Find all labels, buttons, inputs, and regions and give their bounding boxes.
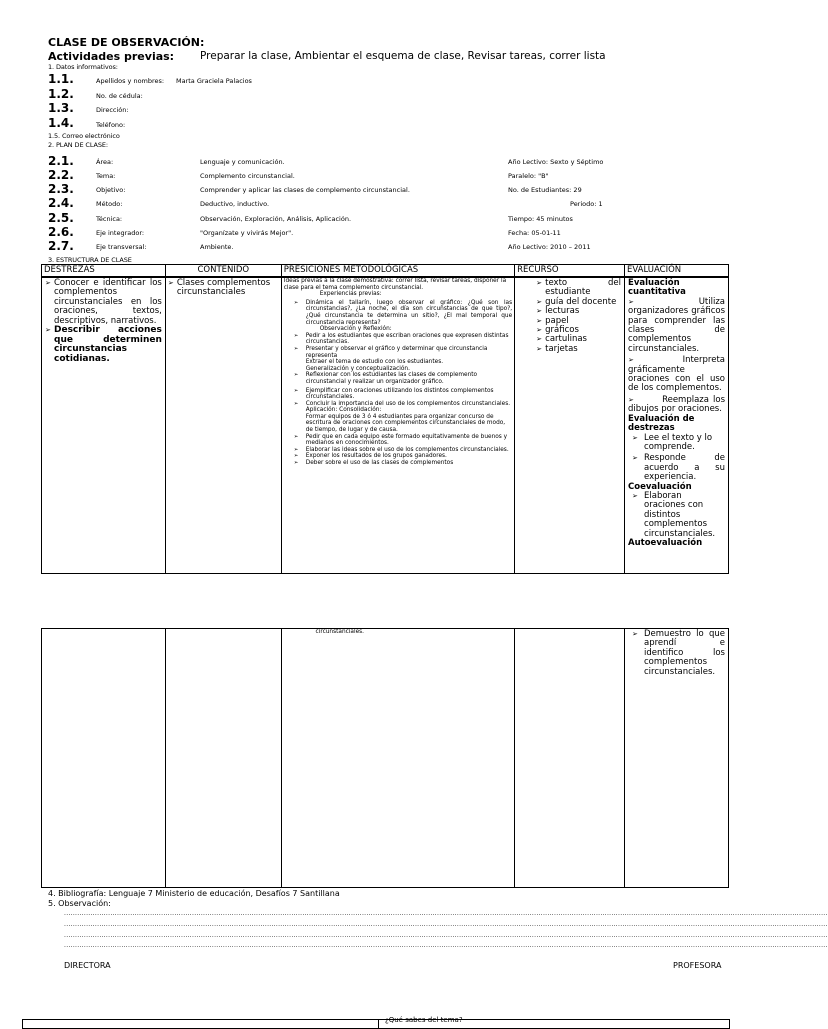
metodologia-cell-cont bbox=[281, 629, 515, 888]
clase-table-continued bbox=[41, 628, 729, 888]
directora-signature: DIRECTORA bbox=[64, 961, 111, 970]
meth-item: ➢ Pedir a los estudiantes que escriban oraciones que expresen distintas circunstancias. bbox=[284, 333, 512, 346]
dato-1-value: Marta Graciela Palacios bbox=[176, 77, 252, 85]
evaluacion-cell-cont bbox=[625, 629, 729, 888]
meth-ext: Extraer el tema de estudio con los estudiantes. bbox=[305, 359, 444, 366]
correo-label: 1.5. Correo electrónico bbox=[48, 132, 120, 140]
header-destrezas: DESTREZAS bbox=[42, 265, 166, 278]
dato-3-label: Dirección: bbox=[96, 106, 129, 114]
header-evaluacion: EVALUACIÓN bbox=[625, 265, 729, 278]
meth-gen: Generalización y conceptualización. bbox=[305, 365, 410, 372]
meth-item: ➢ Reflexionar con los estudiantes las clases de complemento circunstancial y realizar un organizador gráfico. bbox=[284, 372, 512, 385]
observacion-line: .......................................................................................................................................................................................................................................................................................................................................................... bbox=[64, 932, 828, 939]
next-page-divider bbox=[378, 1019, 379, 1029]
recurso-item: ➢ tarjetas bbox=[536, 345, 621, 354]
observacion-line: .......................................................................................................................................................................................................................................................................................................................................................... bbox=[64, 921, 828, 928]
clase-table bbox=[41, 264, 729, 574]
plan-value: Observación, Exploración, Análisis, Aplicación. bbox=[200, 215, 352, 223]
next-page-table bbox=[22, 1016, 730, 1029]
next-page-text: ¿Qué sabes del tema? bbox=[385, 1016, 463, 1024]
profesora-signature: PROFESORA bbox=[673, 961, 722, 970]
meth-item: ➢ Exponer los resultados de los grupos ganadores. bbox=[284, 453, 512, 460]
meth-item: ➢ Concluir la importancia del uso de los complementos circunstanciales. bbox=[284, 401, 512, 408]
recurso-item: ➢ texto del estudiante bbox=[536, 279, 621, 298]
page-title: CLASE DE OBSERVACIÓN: bbox=[48, 36, 205, 49]
plan-right: Periodo: 1 bbox=[570, 200, 603, 208]
meth-item: ➢ Pedir que en cada equipo este formado equitativamente de buenos y medianos en conocimientos. bbox=[284, 434, 512, 447]
header-recurso: RECURSO bbox=[515, 265, 625, 278]
dato-4-num: 1.4. bbox=[48, 116, 74, 130]
eval-text: ➢ Reemplaza los dibujos por oraciones. bbox=[628, 394, 725, 415]
eval-text: ➢ Interpreta gráficamente oraciones con el uso de los complementos. bbox=[628, 355, 725, 394]
plan-label: Tema: bbox=[96, 172, 116, 180]
dato-3-num: 1.3. bbox=[48, 101, 74, 115]
section-1-heading: 1. Datos informativos: bbox=[48, 63, 118, 71]
recurso-cell-cont bbox=[515, 629, 625, 888]
meth-item: ➢ Elaborar las ideas sobre el uso de los complementos circunstanciales. bbox=[284, 447, 512, 454]
meth-item: ➢ Deber sobre el uso de las clases de complementos bbox=[284, 460, 512, 467]
evaluacion-cell bbox=[625, 277, 729, 574]
destrezas-cell-cont bbox=[42, 629, 166, 888]
destrezas-cell bbox=[42, 277, 166, 574]
plan-right: Año Lectivo: 2010 – 2011 bbox=[508, 243, 591, 251]
plan-num: 2.6. bbox=[48, 225, 74, 239]
meth-item: ➢ Presentar y observar el gráfico y determinar que circunstancia representa bbox=[284, 346, 512, 359]
plan-num: 2.3. bbox=[48, 182, 74, 196]
meth-intro: Ideas previas a la clase demostrativa: correr lista, revisar tareas, disponer la clase para el tema complemento circunstancial. bbox=[283, 278, 507, 291]
dato-1-num: 1.1. bbox=[48, 72, 74, 86]
recurso-cell bbox=[515, 277, 625, 574]
eval-item: ➢ Demuestro lo que aprendí e identifico los complementos circunstanciales. bbox=[632, 630, 725, 677]
contenido-cell bbox=[165, 277, 281, 574]
plan-value: "Organízate y vivirás Mejor". bbox=[200, 229, 294, 237]
plan-num: 2.4. bbox=[48, 196, 74, 210]
eval-item: ➢ Elaboran oraciones con distintos complementos circunstanciales. bbox=[632, 492, 725, 539]
dato-2-num: 1.2. bbox=[48, 87, 74, 101]
eval-heading: Autoevaluación bbox=[628, 537, 703, 548]
meth-obs: Observación y Reflexión: bbox=[319, 326, 392, 333]
meth-cont: circunstanciales. bbox=[315, 629, 365, 635]
recurso-item: ➢ papel bbox=[536, 317, 621, 326]
observacion-line: .......................................................................................................................................................................................................................................................................................................................................................... bbox=[64, 942, 828, 949]
recurso-item: ➢ cartulinas bbox=[536, 335, 621, 344]
plan-num: 2.7. bbox=[48, 239, 74, 253]
plan-value: Complemento circunstancial. bbox=[200, 172, 295, 180]
dato-4-label: Teléfono: bbox=[96, 121, 126, 129]
meth-form: Formar equipos de 3 ó 4 estudiantes para organizar concurso de escritura de oraciones con complementos circunstanciales de modo, de tiempo, de lugar y de causa. bbox=[305, 413, 506, 434]
plan-label: Técnica: bbox=[96, 215, 123, 223]
plan-label: Objetivo: bbox=[96, 186, 126, 194]
plan-num: 2.2. bbox=[48, 168, 74, 182]
observacion-line: .......................................................................................................................................................................................................................................................................................................................................................... bbox=[64, 910, 828, 917]
plan-value: Ambiente. bbox=[200, 243, 234, 251]
eval-text: ➢ Utiliza organizadores gráficos para comprender las clases de complementos circunstanciales. bbox=[628, 296, 725, 354]
meth-exp: Experiencias previas: bbox=[319, 291, 382, 298]
eval-item: ➢ Lee el texto y lo comprende. bbox=[632, 434, 725, 453]
plan-right: Paralelo: "B" bbox=[508, 172, 549, 180]
section-2-heading: 2. PLAN DE CLASE: bbox=[48, 141, 108, 149]
header-metodologia: PRESICIONES METODOLÓGICAS bbox=[281, 265, 514, 278]
header-contenido: CONTENIDO bbox=[165, 265, 281, 278]
recurso-item: ➢ gráficos bbox=[536, 326, 621, 335]
plan-right: No. de Estudiantes: 29 bbox=[508, 186, 582, 194]
recurso-item: ➢ guía del docente bbox=[536, 298, 621, 307]
plan-num: 2.5. bbox=[48, 211, 74, 225]
destreza-item: ➢ Describir acciones que determinen circunstancias cotidianas. bbox=[45, 326, 162, 364]
eval-heading: Coevaluación bbox=[628, 481, 692, 492]
meth-apl: Aplicación: Consolidación: bbox=[305, 407, 382, 414]
plan-value: Comprender y aplicar las clases de complemento circunstancial. bbox=[200, 186, 410, 194]
previas-label: Actividades previas: bbox=[48, 50, 175, 63]
observacion-label: 5. Observación: bbox=[48, 899, 111, 908]
metodologia-cell bbox=[281, 277, 514, 574]
plan-value: Deductivo, inductivo. bbox=[200, 200, 270, 208]
destreza-item: ➢ Conocer e identificar los complementos circunstanciales en los oraciones, textos, descriptivos, narrativos. bbox=[45, 279, 162, 326]
plan-right: Año Lectivo: Sexto y Séptimo bbox=[508, 158, 604, 166]
plan-value: Lenguaje y comunicación. bbox=[200, 158, 285, 166]
plan-right: Tiempo: 45 minutos bbox=[508, 215, 573, 223]
plan-label: Eje transversal: bbox=[96, 243, 147, 251]
meth-item: ➢ Dinámica el tallarín, luego observar el gráfico: ¿Qué son las circunstancias?, ¿La noche, el día son circunstancias de que tipo?, ¿Qué circunstancia te determina un sitio?, ¿El mal temporal que circunstancia representa? bbox=[284, 300, 512, 326]
plan-num: 2.1. bbox=[48, 154, 74, 168]
plan-label: Eje integrador: bbox=[96, 229, 145, 237]
plan-right: Fecha: 05-01-11 bbox=[508, 229, 561, 237]
contenido-item: ➢ Clases complementos circunstanciales bbox=[168, 279, 278, 298]
meth-item: ➢ Ejemplificar con oraciones utilizando los distintos complementos circunstanciales. bbox=[284, 388, 512, 401]
eval-item: ➢ Responde de acuerdo a su experiencia. bbox=[632, 454, 725, 482]
bibliografia: 4. Bibliografía: Lenguaje 7 Ministerio de educación, Desafíos 7 Santillana bbox=[48, 889, 340, 898]
recurso-item: ➢ lecturas bbox=[536, 307, 621, 316]
contenido-cell-cont bbox=[165, 629, 281, 888]
dato-1-label: Apellidos y nombres: bbox=[96, 77, 165, 85]
plan-label: Área: bbox=[96, 158, 114, 166]
eval-heading: Evaluación de destrezas bbox=[628, 413, 695, 434]
plan-label: Método: bbox=[96, 200, 123, 208]
section-3-heading: 3. ESTRUCTURA DE CLASE bbox=[48, 256, 132, 264]
eval-heading: Evaluación cuantitativa bbox=[628, 278, 686, 298]
previas-text: Preparar la clase, Ambientar el esquema de clase, Revisar tareas, correr lista bbox=[200, 50, 606, 62]
dato-2-label: No. de cédula: bbox=[96, 92, 143, 100]
